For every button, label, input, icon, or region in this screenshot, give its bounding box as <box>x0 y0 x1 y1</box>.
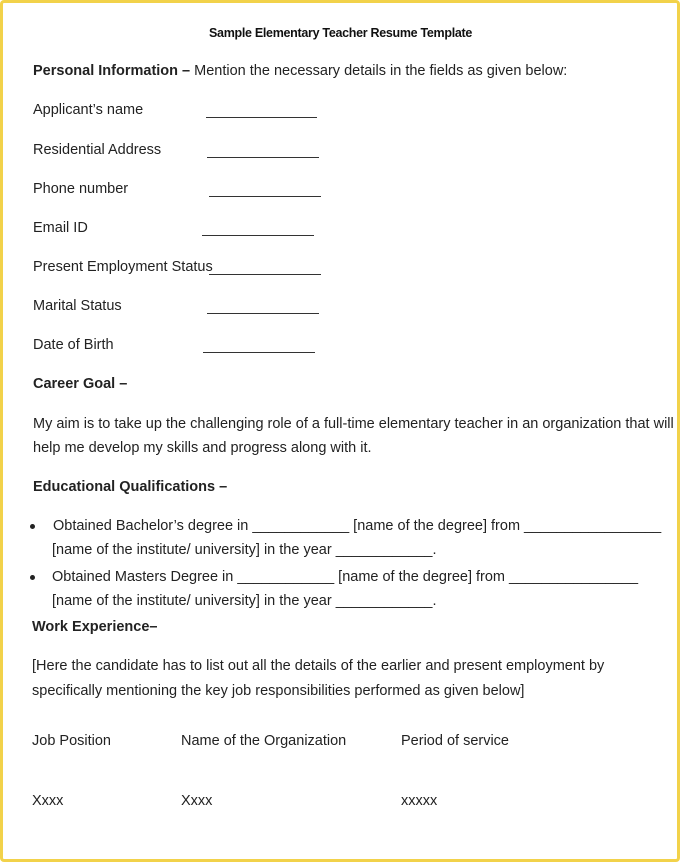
field-label-employment-status: Present Employment Status <box>33 259 213 275</box>
cell-organization: Xxxx <box>181 793 213 809</box>
document-title: Sample Elementary Teacher Resume Template <box>209 26 473 40</box>
field-label-marital-status: Marital Status <box>33 298 122 314</box>
education-item-2-line-2: [name of the institute/ university] in the year ____________. <box>52 593 437 609</box>
education-item-1-line-2: [name of the institute/ university] in the year ____________. <box>52 542 437 558</box>
personal-info-heading: Personal Information – <box>33 63 191 79</box>
education-heading: Educational Qualifications – <box>33 479 228 495</box>
field-label-email-id: Email ID <box>33 220 88 236</box>
work-experience-text-line-2: specifically mentioning the key job responsibilities performed as given below] <box>32 683 525 699</box>
field-label-date-of-birth: Date of Birth <box>33 337 114 353</box>
cell-job-position: Xxxx <box>32 793 64 809</box>
field-blank-residential-address[interactable] <box>207 157 319 158</box>
field-label-residential-address: Residential Address <box>33 142 162 158</box>
field-blank-applicant-name[interactable] <box>206 117 317 118</box>
work-experience-heading: Work Experience– <box>32 619 158 635</box>
cell-period-of-service: xxxxx <box>401 793 438 809</box>
column-header-period-of-service: Period of service <box>401 733 509 749</box>
personal-info-heading-line <box>33 62 567 80</box>
education-item-1-line-1: Obtained Bachelor’s degree in ____________ [name of the degree] from _________________ <box>53 518 662 534</box>
field-label-applicant-name: Applicant’s name <box>33 102 144 118</box>
education-item-2-line-1: Obtained Masters Degree in ____________ [name of the degree] from ________________ <box>52 569 639 585</box>
career-goal-text-line-1: My aim is to take up the challenging role of a full-time elementary teacher in an organization that will <box>33 416 674 432</box>
bullet-icon <box>30 524 35 529</box>
field-blank-phone-number[interactable] <box>209 196 321 197</box>
column-header-organization: Name of the Organization <box>181 733 347 749</box>
personal-info-intro: Mention the necessary details in the fields as given below: <box>190 63 568 79</box>
field-blank-marital-status[interactable] <box>207 313 319 314</box>
column-header-job-position: Job Position <box>32 733 111 749</box>
field-blank-date-of-birth[interactable] <box>203 352 315 353</box>
career-goal-text-line-2: help me develop my skills and progress along with it. <box>33 440 372 456</box>
field-label-phone-number: Phone number <box>33 181 129 197</box>
field-blank-employment-status[interactable] <box>209 274 321 275</box>
career-goal-heading: Career Goal – <box>33 376 128 392</box>
field-blank-email-id[interactable] <box>202 235 314 236</box>
work-experience-text-line-1: [Here the candidate has to list out all the details of the earlier and present employment by <box>32 658 605 674</box>
bullet-icon <box>30 575 35 580</box>
